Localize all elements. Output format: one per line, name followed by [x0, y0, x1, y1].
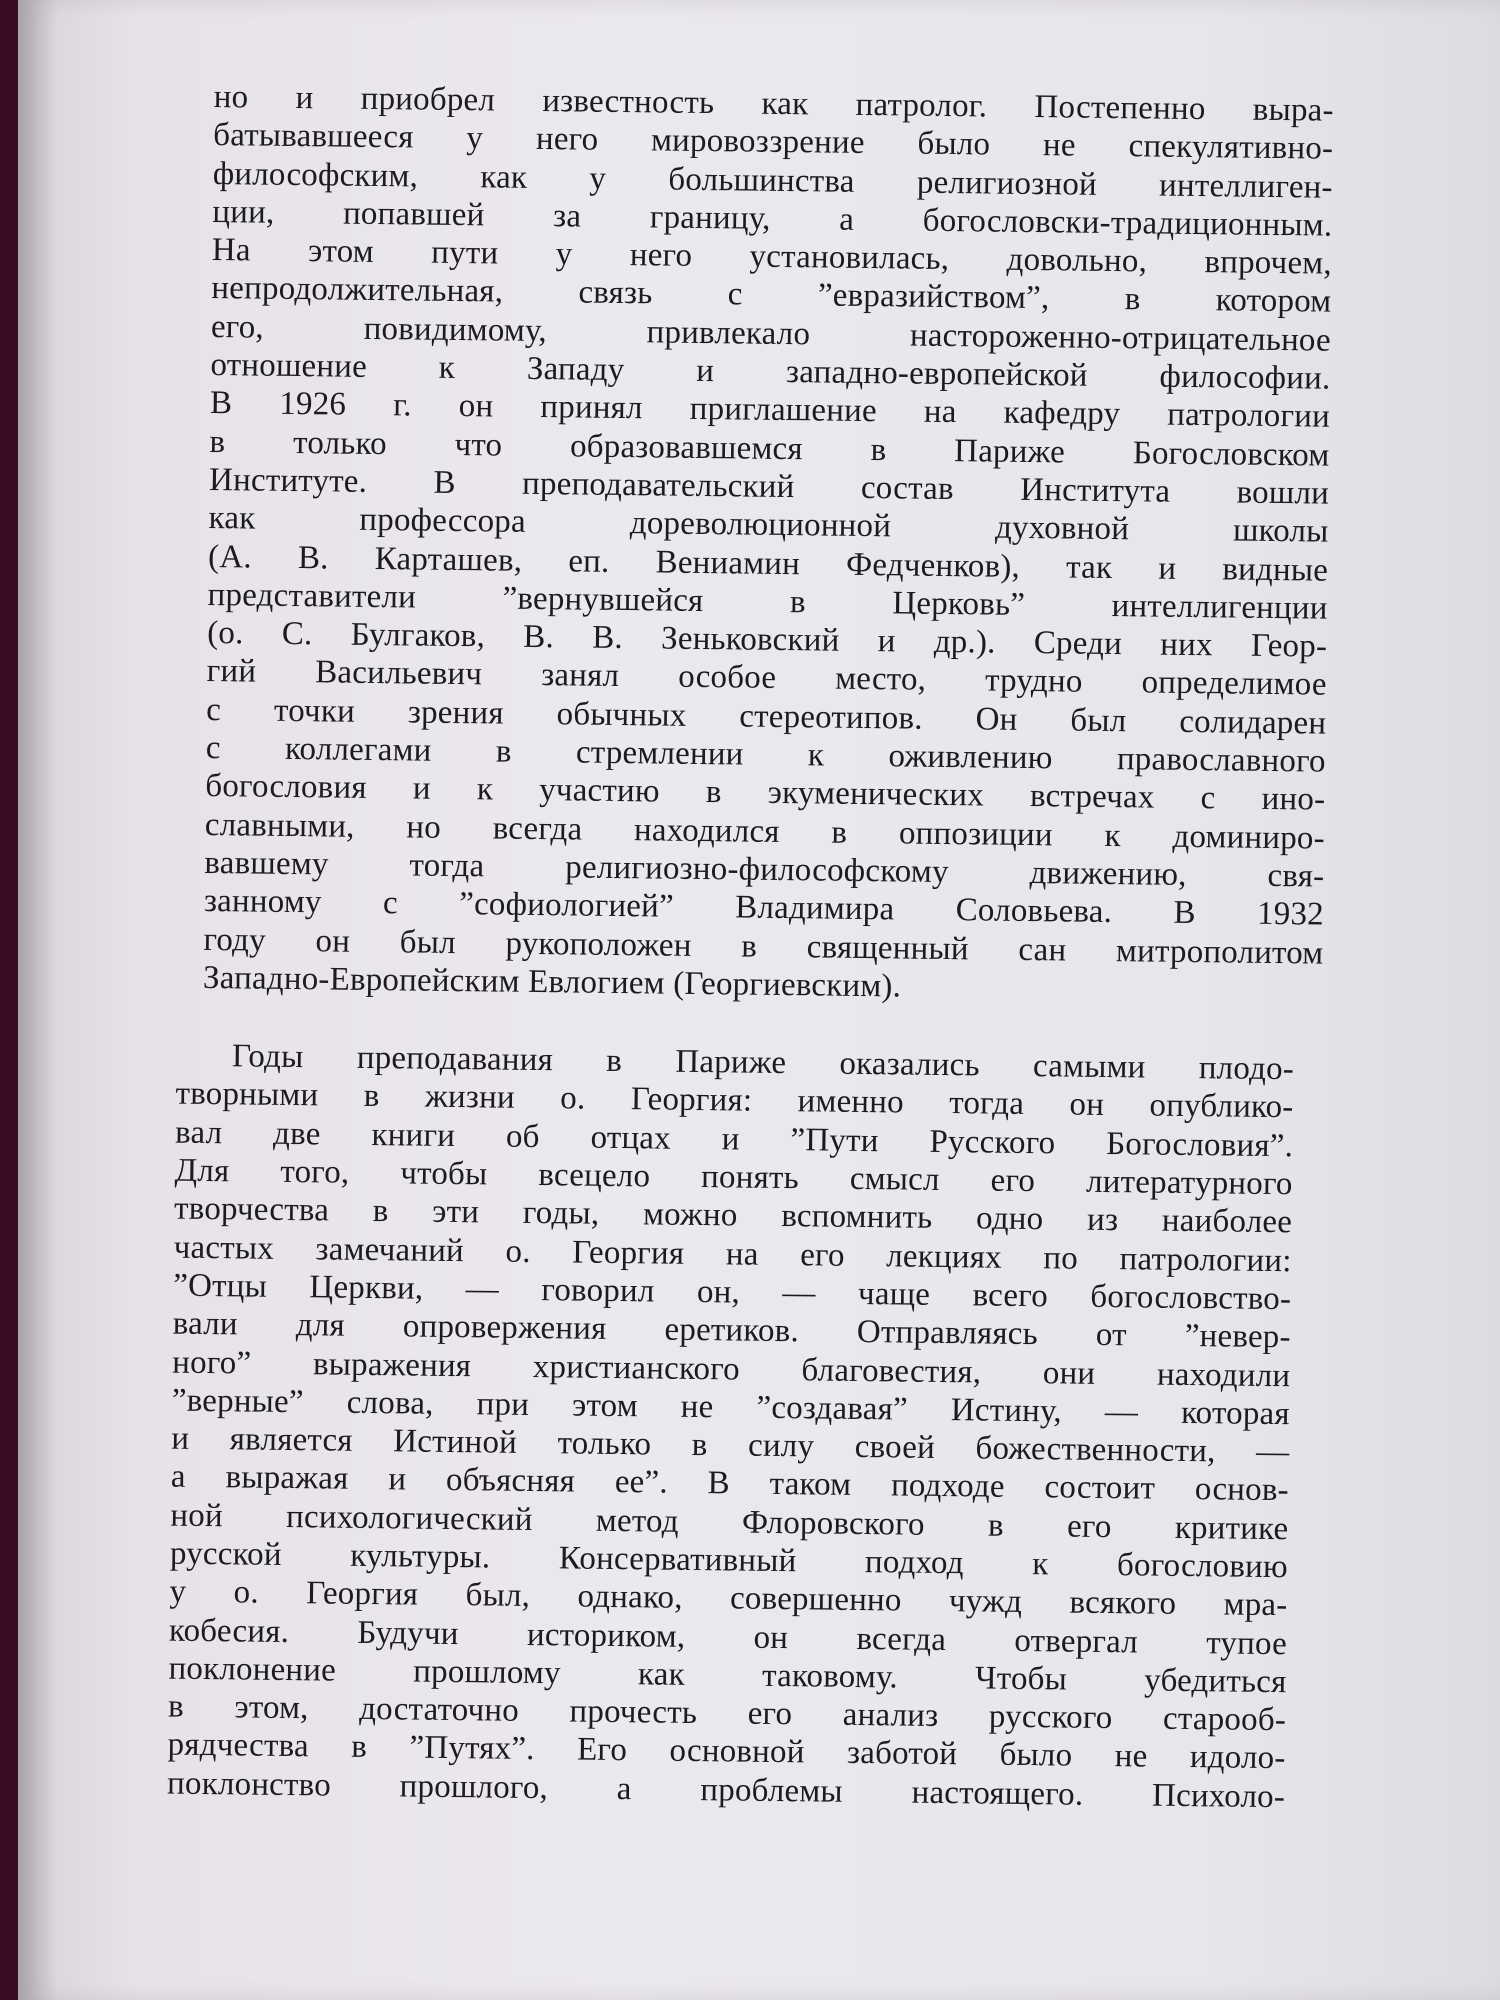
text-line: кобесия. Будучи историком, он всегда отвергал тупое [168, 1612, 1288, 1662]
text-line: Западно-Европейским Евлогием (Георгиевским). [202, 959, 902, 1005]
text-line: философским, как у большинства религиозной интеллиген- [212, 155, 1333, 206]
text-line: батывавшееся у него мировоззрение было не спекулятивно- [213, 117, 1334, 167]
text-line: году он был рукоположен в священный сан митрополитом [203, 921, 1324, 972]
text-line: у о. Георгия был, однако, совершенно чужд всякого мра- [169, 1573, 1288, 1624]
text-line: занному с ”софиологией” Владимира Соловьева. В 1932 [203, 883, 1325, 933]
text-line: с точки зрения обычных стереотипов. Он был солидарен [206, 691, 1327, 742]
text-line: славными, но всегда находился в оппозиции к доминиро- [204, 806, 1326, 857]
text-line: русской культуры. Консервативный подход к богословию [169, 1535, 1289, 1586]
text-line: поклонство прошлого, а проблемы настоящего. Психоло- [166, 1765, 1286, 1815]
text-line: рядчества в ”Путях”. Его основной заботой было не идоло- [167, 1727, 1286, 1777]
paragraph-1 [203, 78, 1334, 1011]
text-line: (А. В. Карташев, еп. Вениамин Федченков), так и видные [207, 538, 1329, 589]
text-line: В 1926 г. он принял приглашение на кафедру патрологии [209, 385, 1331, 436]
text-line: Годы преподавания в Париже оказались самыми плодо- [231, 1038, 1295, 1088]
text-line: ной психологический метод Флоровского в его критике [170, 1497, 1289, 1547]
text-line: поклонение прошлому как таковому. Чтобы убедиться [168, 1650, 1287, 1701]
text-line: представители ”вернувшейся в Церковь” интеллигенции [207, 576, 1328, 627]
text-line: гий Васильевич занял особое место, трудно определимое [206, 653, 1327, 704]
text-line: богословия и к участию в экуменических встречах с ино- [205, 768, 1326, 818]
text-line: На этом пути у него установилась, довольно, впрочем, [211, 232, 1333, 282]
text-line: с коллегами в стремлении к оживлению православного [205, 729, 1326, 780]
text-line: и является Истиной только в силу своей божественности, — [171, 1420, 1290, 1471]
text-line: в этом, достаточно прочесть его анализ русского старооб- [167, 1688, 1287, 1739]
text-line: ного” выражения христианского благовестия, они находили [172, 1344, 1291, 1394]
text-line: в только что образовавшемся в Париже Богословском [209, 423, 1330, 474]
paragraph-2 [167, 1037, 1294, 1817]
text-line: вал две книги об отцах и ”Пути Русского Богословия”. [174, 1114, 1294, 1164]
text-line: отношение к Западу и западно-европейской философии. [210, 347, 1331, 397]
text-line: (о. С. Булгаков, В. В. Зеньковский и др.). Среди них Геор- [206, 615, 1328, 665]
text-line: ции, попавшей за границу, а богословски-традиционным. [212, 193, 1333, 244]
text-line: Институте. В преподавательский состав Института вошли [208, 461, 1330, 512]
text-line: как профессора дореволюционной духовной школы [208, 500, 1329, 550]
text-line: частых замечаний о. Георгия на его лекциях по патрологии: [173, 1229, 1292, 1279]
text-line: ”верные” слова, при этом не ”создавая” Истину, — которая [171, 1382, 1290, 1433]
page-gutter-shadow [18, 0, 58, 2000]
text-line: ”Отцы Церкви, — говорил он, — чаще всего богословство- [173, 1267, 1292, 1318]
text-line: непродолжительная, связь с ”евразийством”, в котором [211, 270, 1332, 321]
text-line: но и приобрел известность как патролог. Постепенно выра- [213, 78, 1334, 129]
text-line: творчества в эти годы, можно вспомнить одно из наиболее [173, 1190, 1293, 1241]
text-line: Для того, чтобы всецело понять смысл его литературного [174, 1152, 1293, 1203]
page-text [166, 78, 1334, 1817]
text-line: творными в жизни о. Георгия: именно тогда он опублико- [175, 1076, 1294, 1126]
text-line: а выражая и объясняя ее”. В таком подходе состоит основ- [170, 1458, 1290, 1509]
text-line: вали для опровержения еретиков. Отправляясь от ”невер- [172, 1305, 1291, 1356]
text-line: его, повидимому, привлекало настороженно-отрицательное [210, 308, 1332, 359]
text-line: вавшему тогда религиозно-философскому движению, свя- [204, 844, 1325, 895]
